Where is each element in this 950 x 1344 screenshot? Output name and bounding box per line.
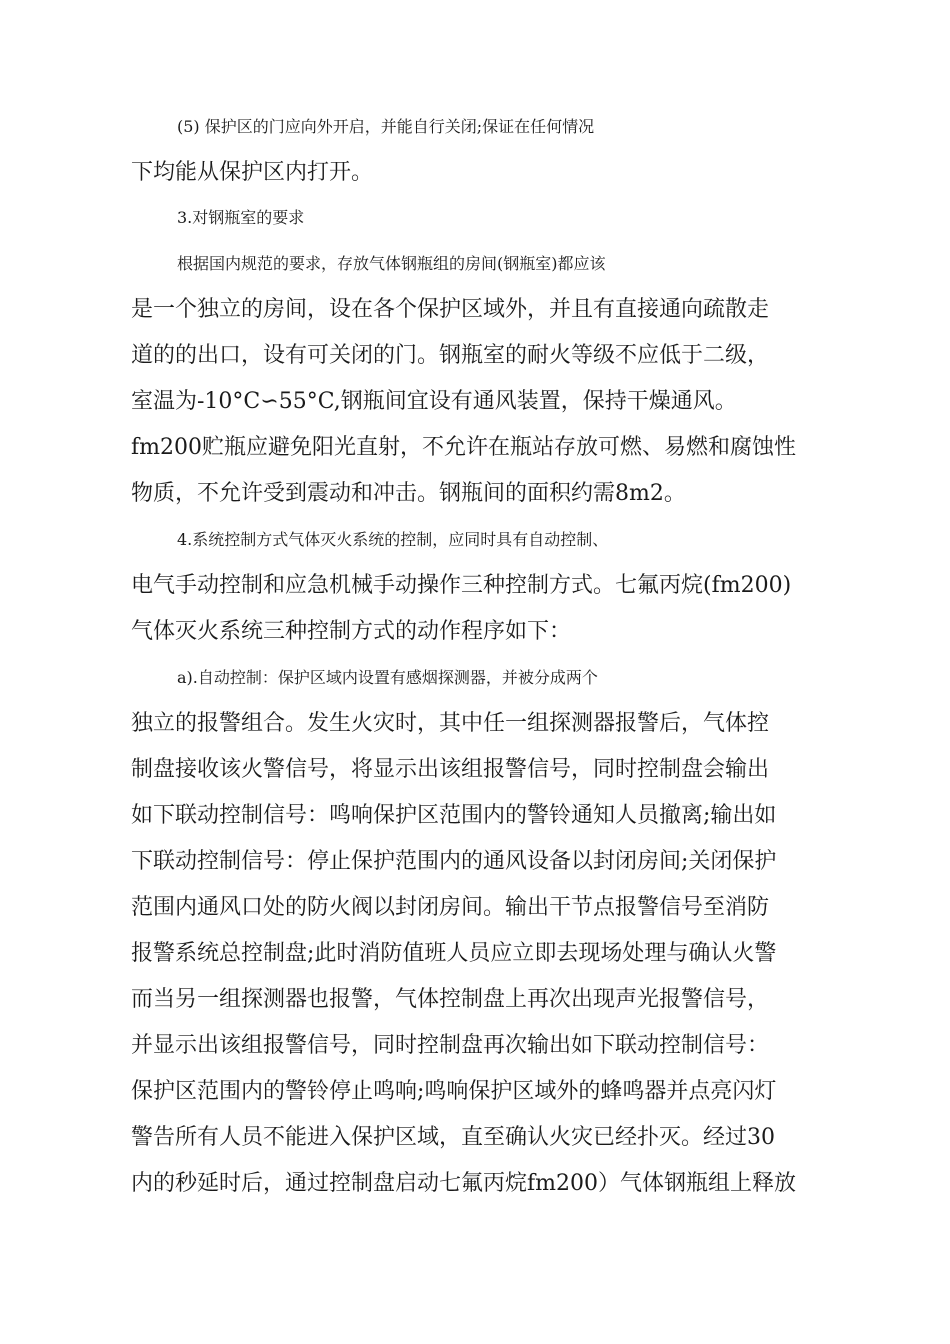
section-heading: 3.对钢瓶室的要求: [177, 208, 305, 227]
text-line: 而当另一组探测器也报警，气体控制盘上再次出现声光报警信号，: [131, 987, 770, 1012]
text-line: 4.系统控制方式气体灭火系统的控制，应同时具有自动控制、: [177, 530, 609, 549]
text-line: 报警系统总控制盘;此时消防值班人员应立即去现场处理与确认火警: [131, 941, 777, 966]
text-line: 内的秒延时后，通过控制盘启动七氟丙烷fm200）气体钢瓶组上释放: [131, 1171, 796, 1196]
text-line: 如下联动控制信号：鸣响保护区范围内的警铃通知人员撤离;输出如: [131, 803, 777, 828]
text-line: 下均能从保护区内打开。: [131, 160, 374, 185]
text-line: 电气手动控制和应急机械手动操作三种控制方式。七氟丙烷(fm200): [131, 573, 792, 598]
text-line: 是一个独立的房间，设在各个保护区域外，并且有直接通向疏散走: [131, 297, 770, 322]
text-line: 保护区范围内的警铃停止鸣响;鸣响保护区域外的蜂鸣器并点亮闪灯: [131, 1079, 777, 1104]
text-line: 下联动控制信号：停止保护范围内的通风设备以封闭房间;关闭保护: [131, 849, 777, 874]
text-line: 道的的出口，设有可关闭的门。钢瓶室的耐火等级不应低于二级，: [131, 343, 770, 368]
text-line: 制盘接收该火警信号，将显示出该组报警信号，同时控制盘会输出: [131, 757, 770, 782]
text-line: 并显示出该组报警信号，同时控制盘再次输出如下联动控制信号：: [131, 1033, 770, 1058]
text-line: 警告所有人员不能进入保护区域，直至确认火灾已经扑灭。经过30: [131, 1125, 775, 1150]
text-line: 气体灭火系统三种控制方式的动作程序如下：: [131, 619, 572, 644]
text-line: 范围内通风口处的防火阀以封闭房间。输出干节点报警信号至消防: [131, 895, 770, 920]
text-line: 根据国内规范的要求，存放气体钢瓶组的房间(钢瓶室)都应该: [177, 254, 606, 273]
text-line: 室温为-10°C∽55°C,钢瓶间宜设有通风装置，保持干燥通风。: [131, 389, 737, 414]
text-line: fm200贮瓶应避免阳光直射，不允许在瓶站存放可燃、易燃和腐蚀性: [131, 435, 796, 460]
text-line: 物质，不允许受到震动和冲击。钢瓶间的面积约需8m2。: [131, 481, 686, 506]
text-line: (5) 保护区的门应向外开启，并能自行关闭;保证在任何情况: [177, 117, 595, 136]
text-line: a).自动控制：保护区域内设置有感烟探测器，并被分成两个: [177, 668, 598, 687]
text-line: 独立的报警组合。发生火灾时，其中任一组探测器报警后，气体控: [131, 711, 770, 736]
